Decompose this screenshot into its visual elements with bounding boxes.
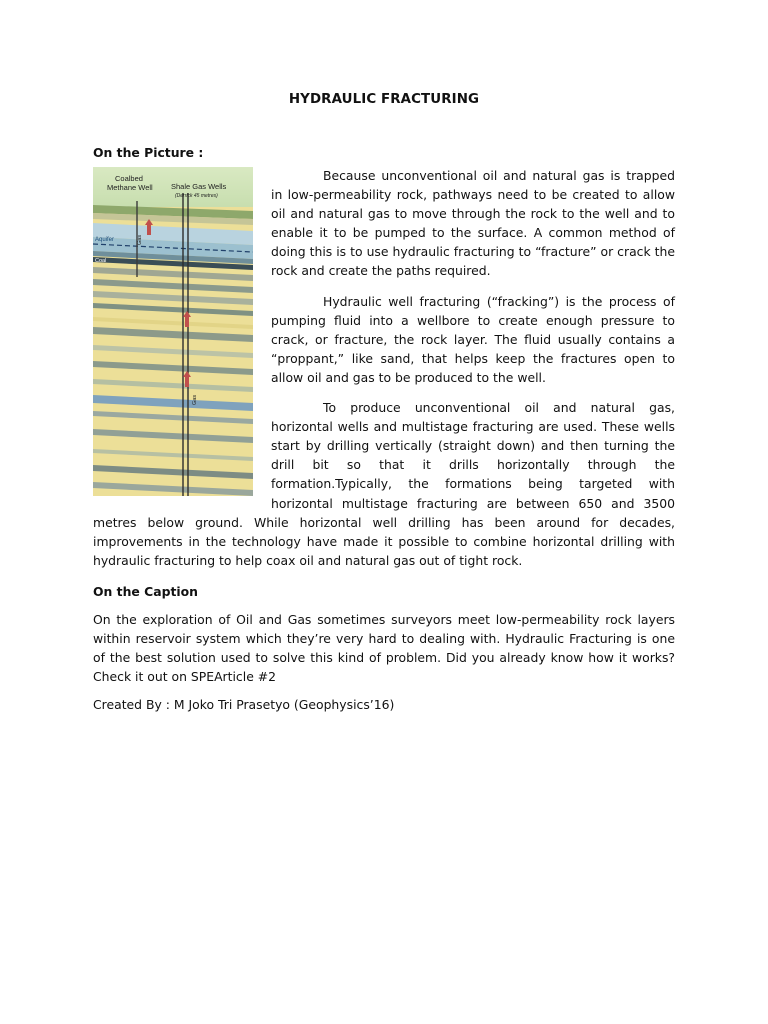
figure-label-derrick: (Derrick 45 metres) xyxy=(175,193,218,199)
section-heading-caption: On the Caption xyxy=(93,583,198,599)
document-page xyxy=(93,86,675,712)
figure-label-coalbed: Coalbed xyxy=(115,174,143,183)
figure-label-coal: Coal xyxy=(95,258,107,264)
figure-label-shale-gas-wells: Shale Gas Wells xyxy=(171,182,227,191)
paragraph-2: Hydraulic well fracturing (“fracking”) is the process of pumping fluid into a wellbore to create enough pressure to crack, or fracture, the rock layer. The fluid usually contains a “proppant,” like sand, that helps keep the fractures open to allow oil and gas to be produced to the well. xyxy=(271,293,675,385)
figure-label-gas-upper: Gas xyxy=(137,234,143,245)
figure-label-aquifer: Aquifer xyxy=(95,237,115,243)
document-title: HYDRAULIC FRACTURING xyxy=(288,92,480,107)
fracturing-illustration xyxy=(93,167,253,496)
paragraph-1: Because unconventional oil and natural gas is trapped in low-permeability rock, pathways need to be created to allow oil and natural gas to move through the rock to the well and to enable it to be pumped to the surface. A common method of doing this is to use hydraulic fracturing to “fracture” or crack the rock and create the paths required. xyxy=(271,168,675,279)
geology-cross-section xyxy=(93,167,253,496)
author-credit: Created By : M Joko Tri Prasetyo (Geophysics’16) xyxy=(93,697,395,713)
figure-label-methane-well: Methane Well xyxy=(107,183,153,192)
section-heading-picture: On the Picture : xyxy=(93,145,204,160)
figure-label-gas-lower: Gas xyxy=(192,394,198,405)
paragraph-3: To produce unconventional oil and natural gas, horizontal wells and multistage fracturing are used. These wells start by drilling vertically (straight down) and then turning the drill bit so that it drills horizontally through the formation.Typically, the formations being targeted with horizontal multistage fracturing are between 650 and 3500 metres below ground. While horizontal well drilling has been around for decades, improvements in the technology have made it possible to combine horizontal drilling with hydraulic fracturing to help coax oil and natural gas out of tight rock. xyxy=(93,400,675,568)
caption-paragraph: On the exploration of Oil and Gas sometimes surveyors meet low-permeability rock layers within reservoir system which they’re very hard to dealing with. Hydraulic Fracturing is one of the best solution used to solve this kind of problem. Did you already know how it works? Check it out on SPEArticle #2 xyxy=(93,611,675,685)
